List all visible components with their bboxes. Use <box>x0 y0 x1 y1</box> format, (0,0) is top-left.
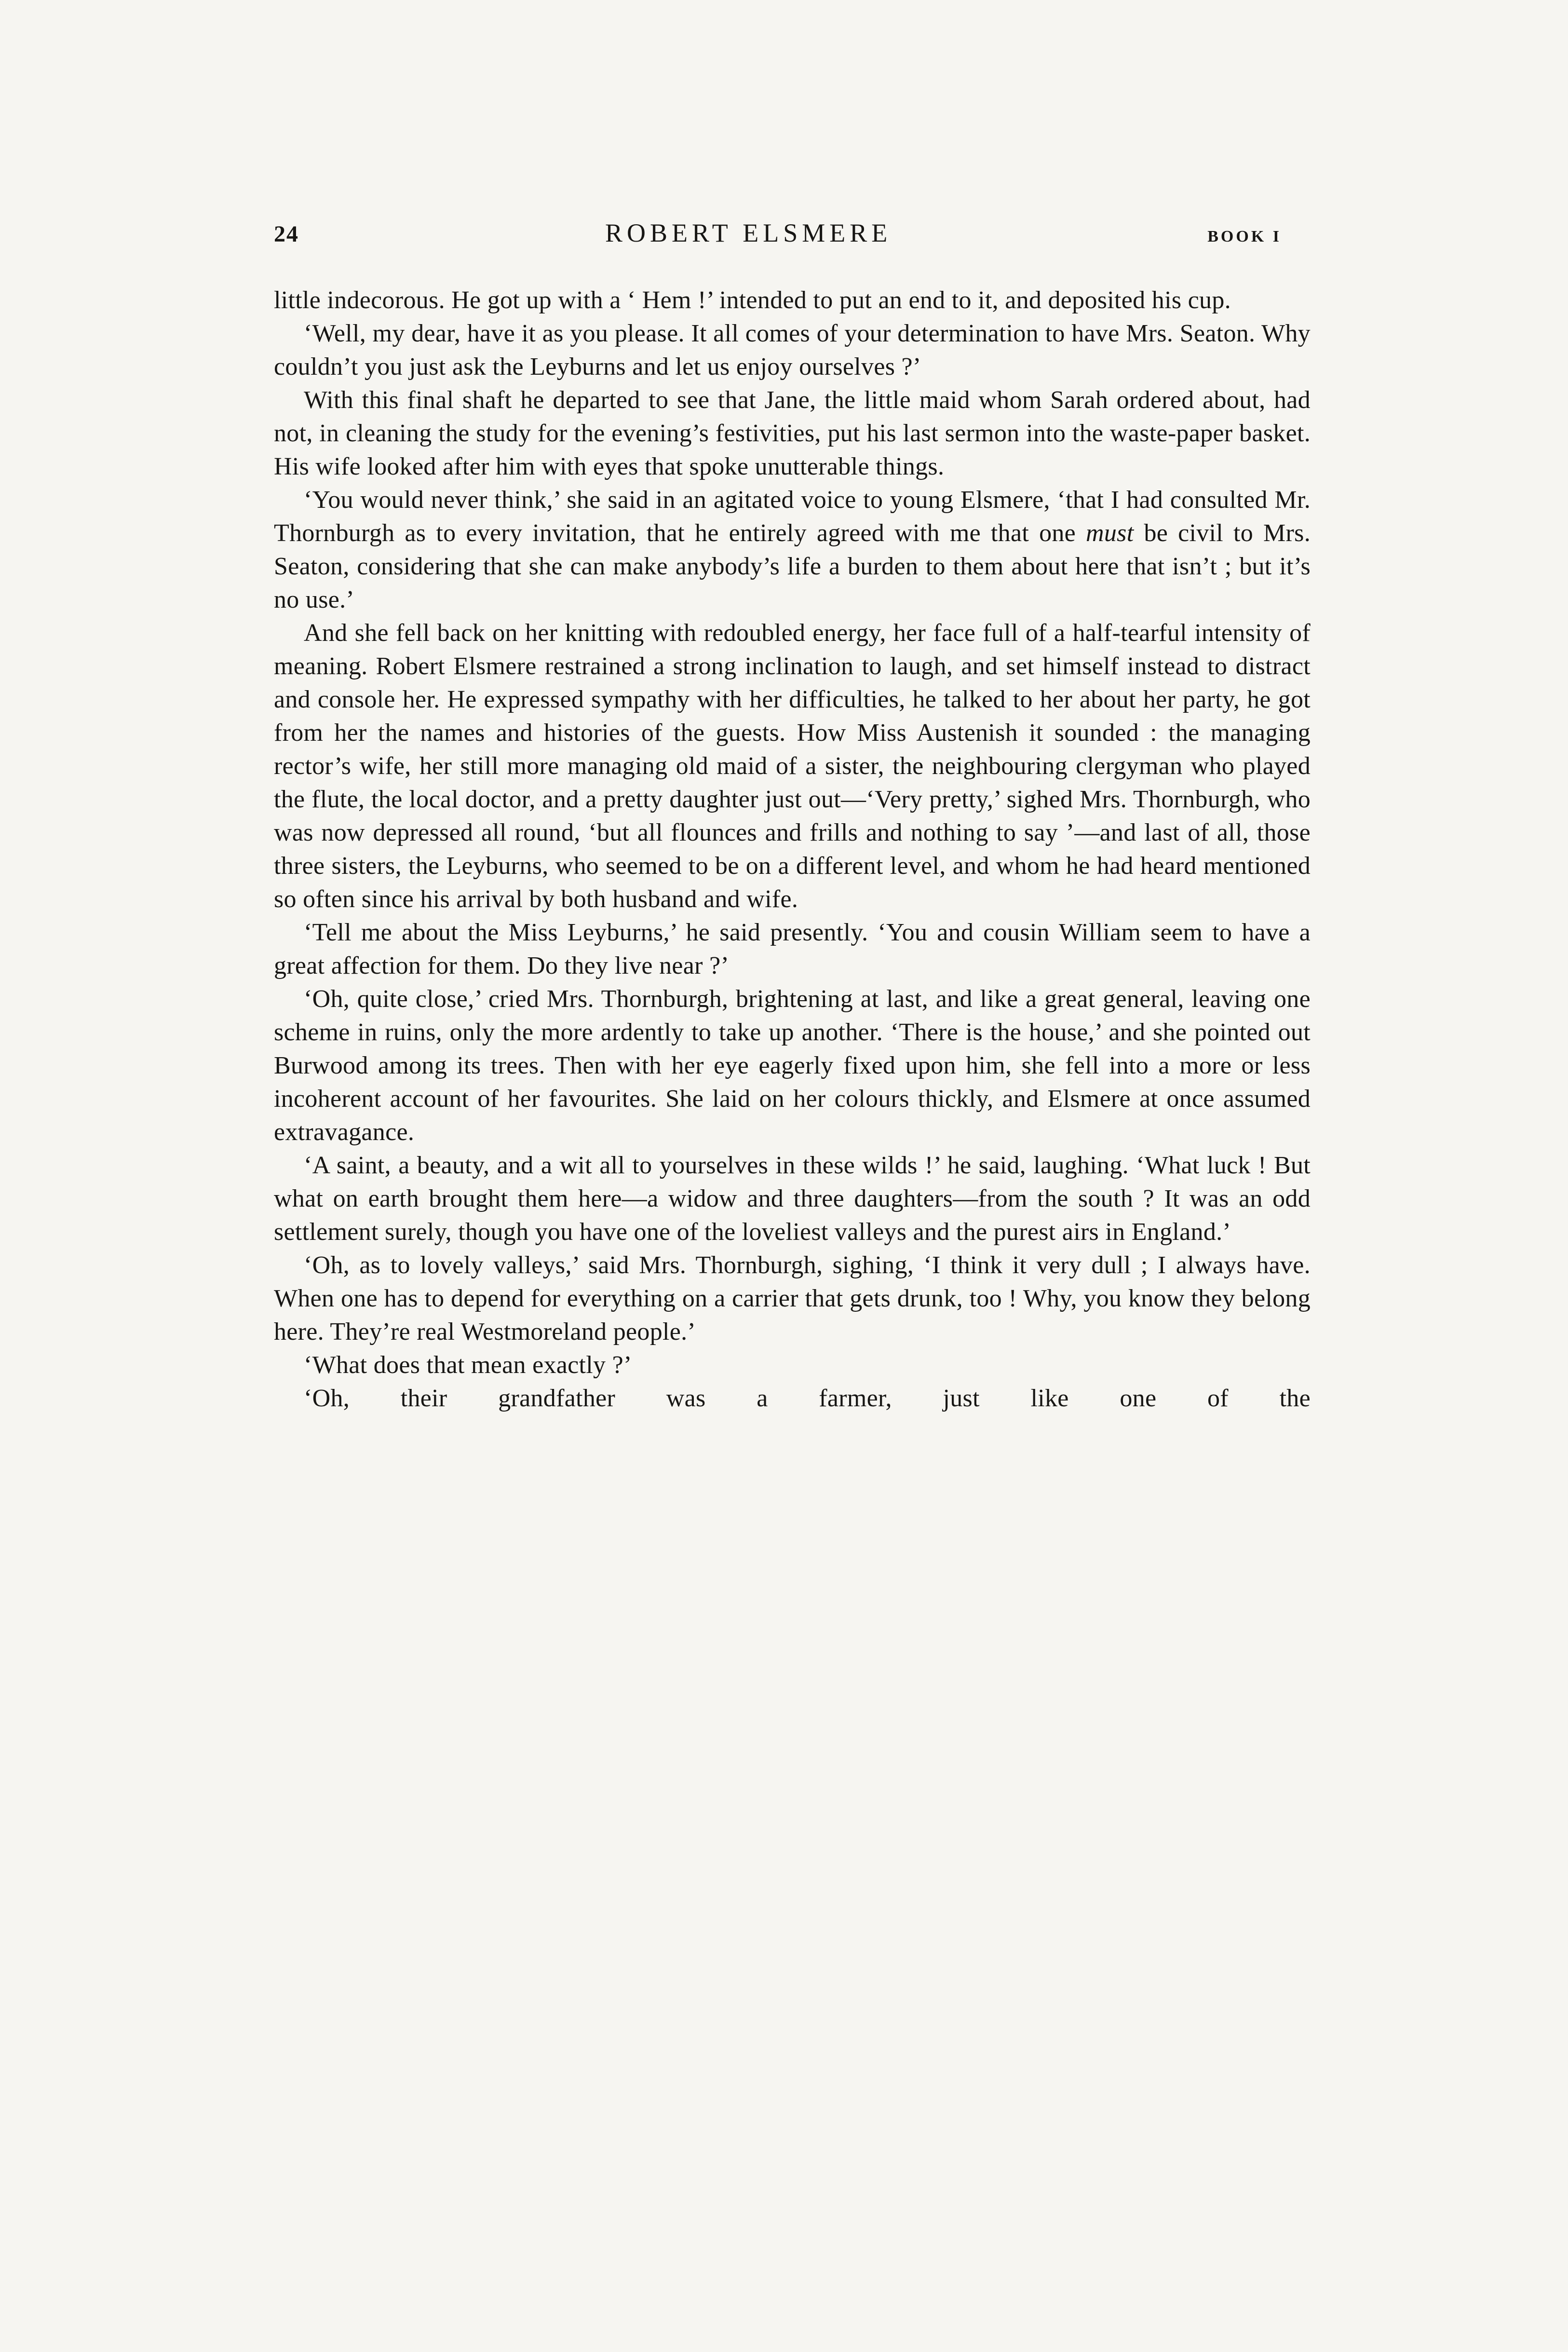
text-run: be civil to Mrs. Seaton, considering that she can make anybody’s life a burden to them about here that isn’t ; but it’s no use.’ <box>274 519 1311 613</box>
running-header <box>274 218 1311 248</box>
text-run: ‘Oh, their grandfather was a farmer, just like one of the <box>304 1385 1311 1412</box>
book-label: BOOK I <box>1207 228 1282 245</box>
paragraph <box>274 616 1311 916</box>
paragraph <box>274 383 1311 483</box>
text-run: ‘Well, my dear, have it as you please. It all comes of your determination to have Mrs. Seaton. Why couldn’t you just ask the Leyburns and let us enjoy ourselves ?’ <box>274 320 1311 381</box>
text-run: ‘Tell me about the Miss Leyburns,’ he said presently. ‘You and cousin William seem to have a great affection for them. Do they live near ?’ <box>274 919 1311 979</box>
paragraph <box>274 1249 1311 1348</box>
text-run: little indecorous. He got up with a ‘ Hem !’ intended to put an end to it, and deposited his cup. <box>274 286 1231 314</box>
text-run: ‘A saint, a beauty, and a wit all to yourselves in these wilds !’ he said, laughing. ‘What luck ! But what on earth brought them here—a widow and three daughters—from the south ? It was an odd settlement surely, though you have one of the loveliest valleys and the purest airs in England.’ <box>274 1152 1311 1246</box>
text-run: ‘Oh, quite close,’ cried Mrs. Thornburgh, brightening at last, and like a great general, leaving one scheme in ruins, only the more ardently to take up another. ‘There is the house,’ and she pointed out Burwood among its trees. Then with her eye eagerly fixed upon him, she fell into a more or less incoherent account of her favourites. She laid on her colours thickly, and Elsmere at once assumed extravagance. <box>274 985 1311 1146</box>
text-run: With this final shaft he departed to see that Jane, the little maid whom Sarah ordered about, had not, in cleaning the study for the evening’s festivities, put his last sermon into the waste-paper basket. His wife looked after him with eyes that spoke unutterable things. <box>274 386 1311 480</box>
paragraph <box>274 916 1311 982</box>
paragraph <box>274 982 1311 1149</box>
text-run: ‘Oh, as to lovely valleys,’ said Mrs. Thornburgh, sighing, ‘I think it very dull ; I always have. When one has to depend for everything on a carrier that gets drunk, too ! Why, you know they belong here. They’re real Westmoreland people.’ <box>274 1251 1311 1346</box>
text-block <box>274 284 1311 1415</box>
paragraph <box>274 1382 1311 1415</box>
text-run: ‘You would never think,’ she said in an agitated voice to young Elsmere, ‘that I had consulted Mr. Thornburgh as to every invitation, that he entirely agreed with me that one <box>274 486 1311 547</box>
text-run: And she fell back on her knitting with redoubled energy, her face full of a half-tearful intensity of meaning. Robert Elsmere restrained a strong inclination to laugh, and set himself instead to distract and console her. He expressed sympathy with her difficulties, he talked to her about her party, he got from her the names and histories of the guests. How Miss Austenish it sounded : the managing rector’s wife, her still more managing old maid of a sister, the neighbouring clergyman who played the flute, the local doctor, and a pretty daughter just out—‘Very pretty,’ sighed Mrs. Thornburgh, who was now depressed all round, ‘but all flounces and frills and nothing to say ’—and last of all, those three sisters, the Leyburns, who seemed to be on a different level, and whom he had heard mentioned so often since his arrival by both husband and wife. <box>274 619 1311 913</box>
text-run: ‘What does that mean exactly ?’ <box>304 1351 632 1379</box>
italic-text-run: must <box>1086 519 1134 547</box>
page-number: 24 <box>274 221 299 247</box>
paragraph <box>274 317 1311 383</box>
paragraph <box>274 284 1311 317</box>
paragraph <box>274 483 1311 616</box>
running-title: ROBERT ELSMERE <box>605 218 892 247</box>
paragraph <box>274 1149 1311 1249</box>
paragraph <box>274 1348 1311 1382</box>
